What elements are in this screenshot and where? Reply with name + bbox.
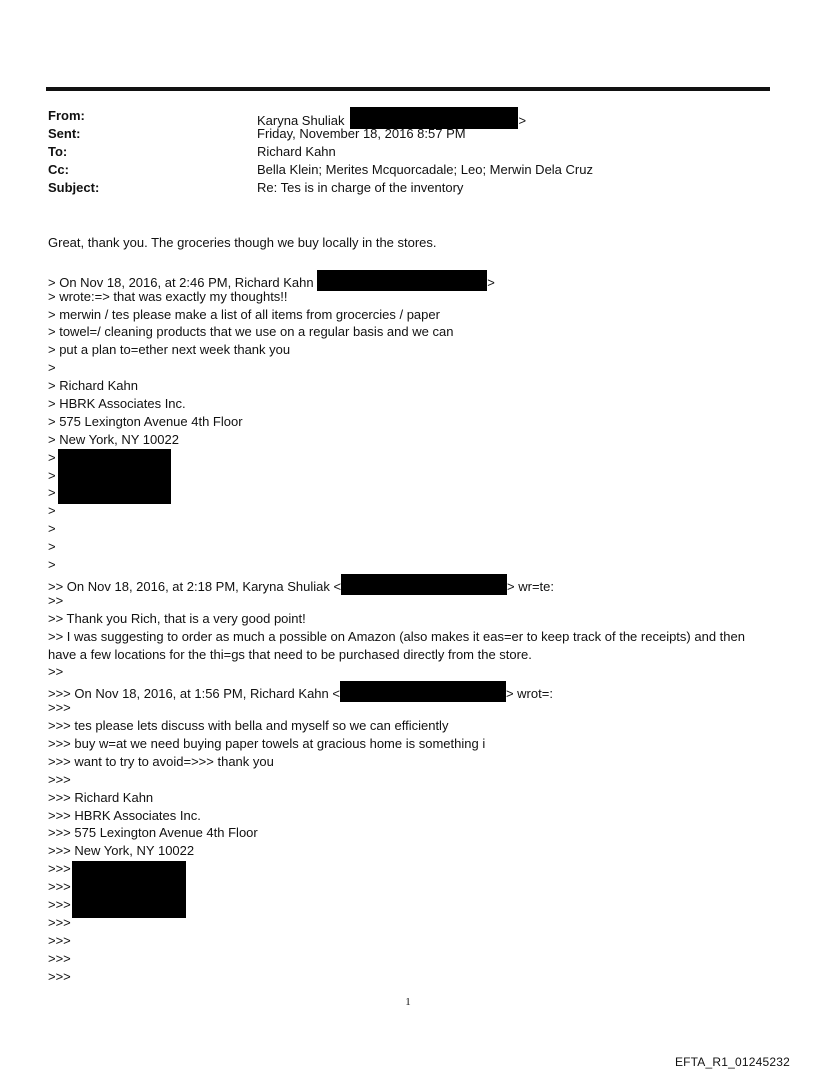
quote-line: >	[48, 503, 56, 519]
subject-label: Subject:	[48, 180, 100, 195]
quote-line: >	[48, 360, 56, 376]
from-label: From:	[48, 108, 85, 123]
redaction-block	[317, 270, 487, 291]
quote-header-text: >>> On Nov 18, 2016, at 1:56 PM, Richard Kahn <	[48, 686, 340, 702]
quote-line: >	[48, 539, 56, 555]
quote-line: >>> buy w=at we need buying paper towels at gracious home is something i	[48, 735, 486, 751]
quote-line: > Richard Kahn	[48, 378, 138, 394]
from-name: Karyna Shuliak	[257, 113, 345, 128]
quote-line: > 575 Lexington Avenue 4th Floor	[48, 413, 243, 429]
quote-header	[48, 681, 770, 702]
quote-line: >>>	[48, 771, 71, 787]
quote-paragraph: >> I was suggesting to order as much a possible on Amazon (also makes it eas=er to keep track of the receipts) and then have a few locations for the thi=gs that need to be purchased directly from the store.	[48, 628, 745, 662]
quote-line: >	[48, 521, 56, 537]
quote-line: >>>	[48, 968, 71, 984]
quote-line: > towel=/ cleaning products that we use on a regular basis and we can	[48, 324, 454, 340]
quote-line: > merwin / tes please make a list of all items from grocercies / paper	[48, 306, 440, 322]
quote-line: >>>	[48, 700, 71, 716]
quote-line: >>> tes please lets discuss with bella and myself so we can efficiently	[48, 718, 449, 734]
quote-line: >>	[48, 664, 64, 680]
subject-value: Re: Tes is in charge of the inventory	[257, 180, 464, 195]
quote-header-tail: > wrot=:	[505, 686, 553, 702]
quote-line: >>>	[48, 861, 71, 877]
quote-line: >>> HBRK Associates Inc.	[48, 807, 201, 823]
to-label: To:	[48, 144, 68, 159]
quote-line: >>>	[48, 896, 71, 912]
redaction-block	[341, 574, 507, 595]
quote-line: > wrote:=> that was exactly my thoughts!!	[48, 288, 288, 304]
cc-label: Cc:	[48, 162, 69, 177]
quote-header	[48, 574, 770, 592]
redaction-block	[340, 681, 506, 702]
redaction-block	[72, 861, 186, 918]
redaction-block	[58, 449, 171, 504]
quote-line: >>	[48, 592, 64, 608]
to-value: Richard Kahn	[257, 144, 336, 159]
cc-value: Bella Klein; Merites Mcquorcadale; Leo; Merwin Dela Cruz	[257, 162, 593, 177]
quote-line: > HBRK Associates Inc.	[48, 396, 186, 412]
quote-header-tail: > wr=te:	[507, 578, 555, 594]
quote-header	[48, 270, 770, 288]
quote-line: >>>	[48, 879, 71, 895]
quote-line: >>>	[48, 914, 71, 930]
quote-line: > New York, NY 10022	[48, 431, 179, 447]
quote-header-text: > On Nov 18, 2016, at 2:46 PM, Richard Kahn	[48, 274, 318, 290]
sent-label: Sent:	[48, 126, 81, 141]
bates-number: EFTA_R1_01245232	[674, 1055, 790, 1069]
intro-line: Great, thank you. The groceries though we buy locally in the stores.	[48, 235, 437, 250]
quote-line: >>> want to try to avoid=>>> thank you	[48, 753, 274, 769]
page-number: 1	[405, 996, 411, 1008]
header-rule	[46, 87, 770, 91]
quote-line: >	[48, 449, 56, 465]
from-suffix: >	[518, 113, 527, 128]
quote-line: >>> 575 Lexington Avenue 4th Floor	[48, 825, 258, 841]
spacer	[48, 252, 770, 270]
quote-line: >> Thank you Rich, that is a very good point!	[48, 610, 306, 626]
quote-line: >	[48, 467, 56, 483]
quote-header-text: >> On Nov 18, 2016, at 2:18 PM, Karyna Shuliak <	[48, 578, 342, 594]
quote-line: > put a plan to=ether next week thank you	[48, 342, 291, 358]
sent-value: Friday, November 18, 2016 8:57 PM	[257, 126, 466, 141]
quote-line: >>>	[48, 932, 71, 948]
quote-line: >>> New York, NY 10022	[48, 843, 195, 859]
quote-line: >	[48, 485, 56, 501]
quote-line: >>>	[48, 950, 71, 966]
quote-header-tail: >	[487, 274, 495, 290]
quote-line: >>> Richard Kahn	[48, 789, 154, 805]
quote-line: >	[48, 557, 56, 573]
